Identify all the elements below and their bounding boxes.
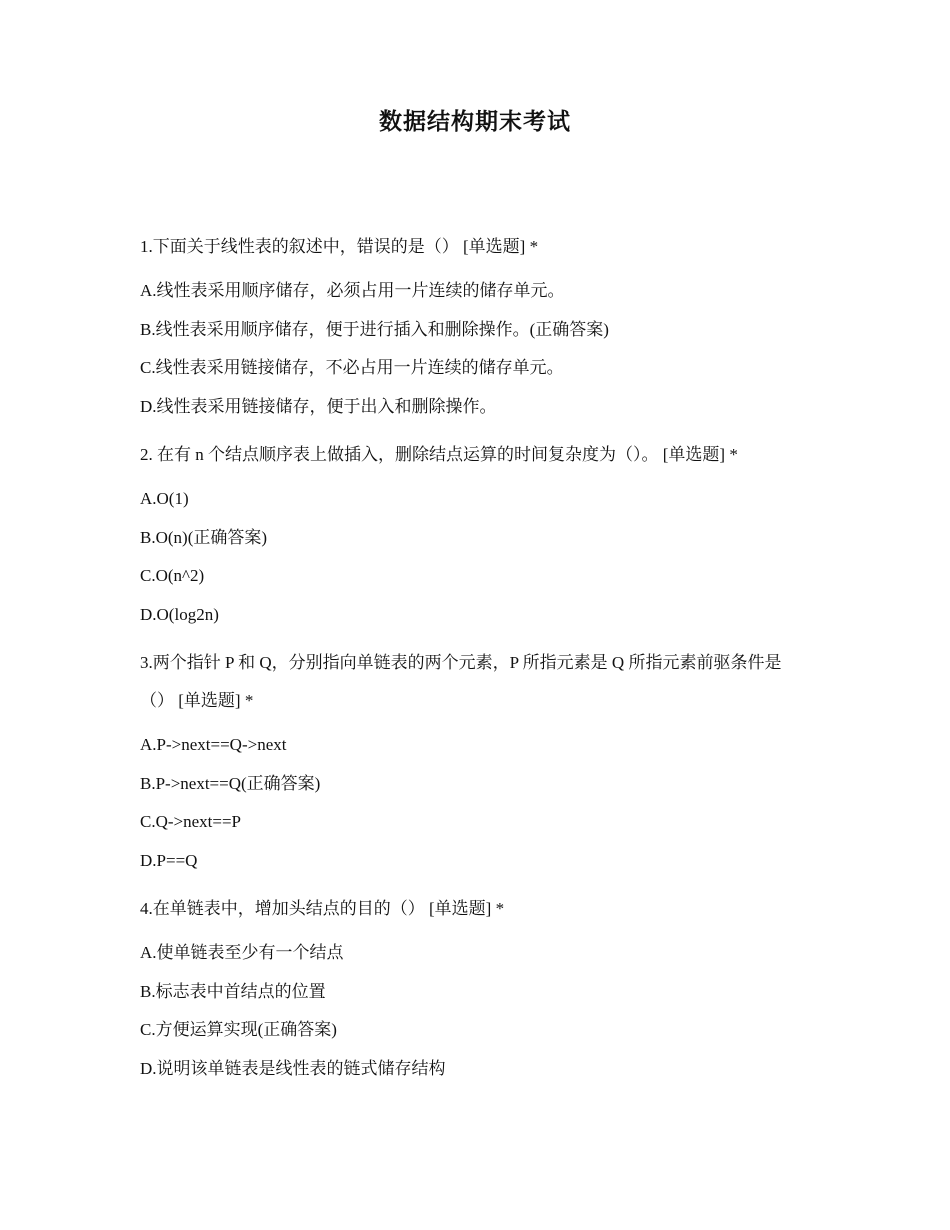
option-c: C.方便运算实现(正确答案) — [140, 1020, 337, 1039]
option-c: C.O(n^2) — [140, 566, 205, 585]
option-c: C.Q->next==P — [140, 812, 242, 831]
question-1 — [140, 228, 810, 436]
question-stem: 4.在单链表中，增加头结点的目的（） [单选题] * — [140, 899, 505, 918]
option-a: A.使单链表至少有一个结点 — [140, 943, 344, 962]
option-b: B.P->next==Q(正确答案) — [140, 773, 321, 793]
option-d: D.线性表采用链接储存，便于出入和删除操作。 — [140, 396, 497, 416]
option-b: B.线性表采用顺序储存，便于进行插入和删除操作。(正确答案) — [140, 319, 609, 339]
option-a: A.P->next==Q->next — [140, 735, 287, 754]
option-b: B.O(n)(正确答案) — [140, 527, 268, 547]
option-c: C.线性表采用链接储存，不必占用一片连续的储存单元。 — [140, 358, 564, 377]
option-a: A.线性表采用顺序储存，必须占用一片连续的储存单元。 — [140, 281, 565, 300]
question-stem: 2. 在有 n 个结点顺序表上做插入，删除结点运算的时间复杂度为（）。 [单选题] * — [140, 445, 738, 464]
option-d: D.说明该单链表是线性表的链式储存结构 — [140, 1058, 446, 1078]
question-3 — [140, 644, 810, 890]
question-list — [140, 228, 810, 1088]
question-4 — [140, 890, 810, 1088]
page-title: 数据结构期末考试 — [379, 109, 571, 135]
question-2 — [140, 436, 810, 644]
option-d: D.O(log2n) — [140, 604, 219, 624]
option-a: A.O(1) — [140, 489, 189, 508]
option-b: B.标志表中首结点的位置 — [140, 981, 326, 1001]
question-stem: 3.两个指针 P 和 Q，分别指向单链表的两个元素，P 所指元素是 Q 所指元素前驱条件是（） [单选题] * — [140, 653, 782, 710]
option-d: D.P==Q — [140, 850, 198, 870]
question-stem: 1.下面关于线性表的叙述中，错误的是（） [单选题] * — [140, 237, 539, 256]
